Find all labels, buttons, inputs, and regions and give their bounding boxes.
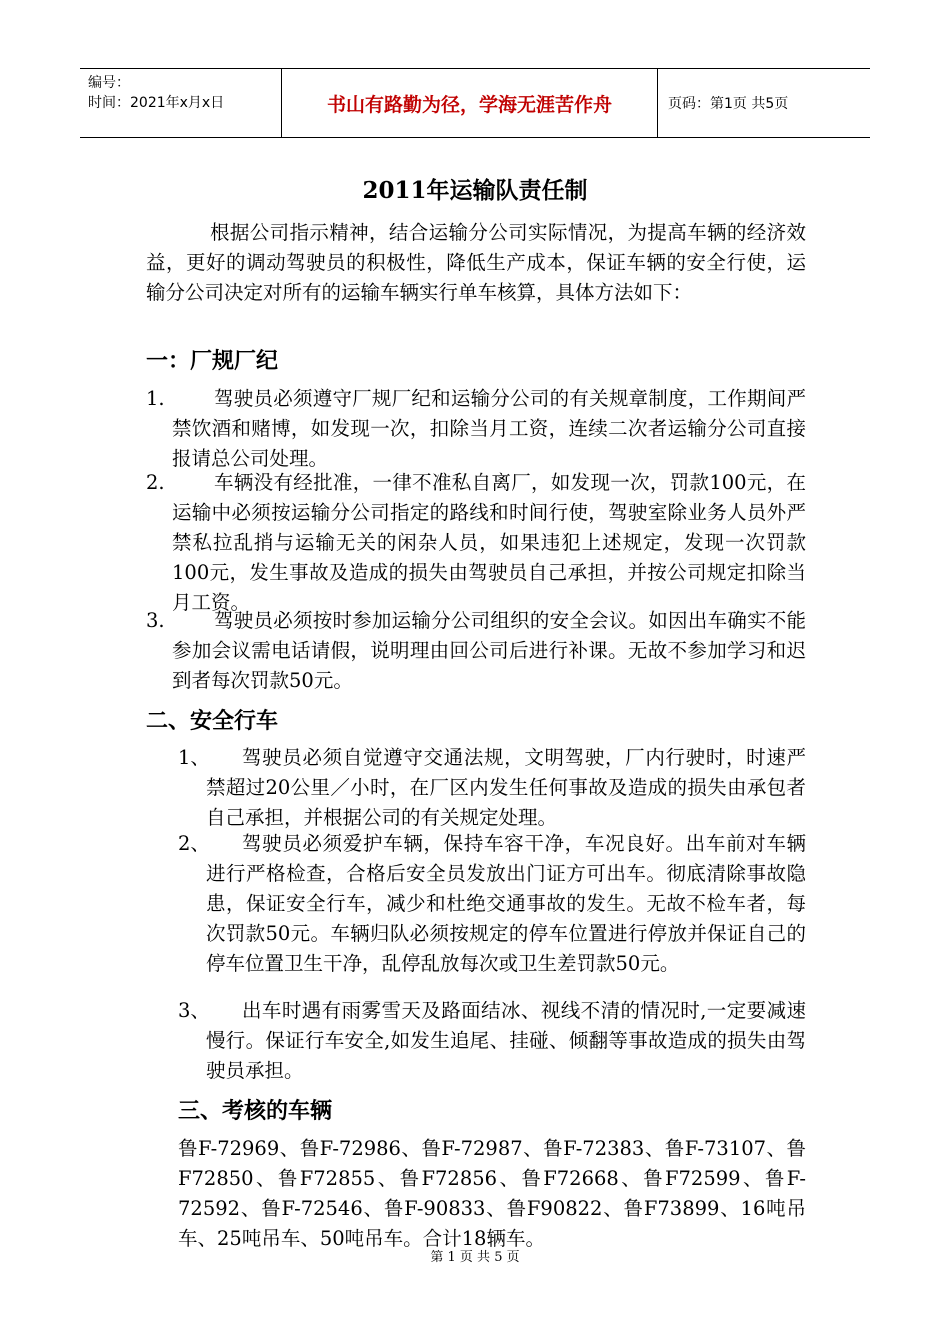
section2-heading: 二、安全行车 [146,709,279,734]
item-text: 驾驶员必须遵守厂规厂纪和运输分公司的有关规章制度，工作期间严禁饮酒和赌博，如发现一次，扣除当月工资，连续二次者运输分公司直接报请总公司处理。 [172,387,806,470]
item-text: 驾驶员必须自觉遵守交通法规，文明驾驶，厂内行驶时，时速严禁超过20公里／小时，在厂区内发生任何事故及造成的损失由承包者自己承担，并根据公司的有关规定处理。 [206,746,806,829]
intro-paragraph: 根据公司指示精神，结合运输分公司实际情况，为提高车辆的经济效益，更好的调动驾驶员的积极性，降低生产成本，保证车辆的安全行使，运输分公司决定对所有的运输车辆实行单车核算，具体方法如下： [146,221,806,304]
page-footer: 第 1 页 共 5 页 [430,1250,520,1265]
header-motto: 书山有路勤为径，学海无涯苦作舟 [282,69,658,137]
item-number: 1、 [178,746,210,769]
section1-item-2 [146,468,806,618]
section3-heading: 三、考核的车辆 [178,1099,333,1124]
section1-item-1 [146,384,806,474]
date-line: 时间：2021年x月x日 [88,95,225,111]
item-number: 3、 [178,999,210,1022]
section1-heading: 一：厂规厂纪 [146,349,279,374]
section1-item-3 [146,606,806,696]
serial-label: 编号： [88,75,130,91]
item-number: 3. [146,609,165,632]
vehicle-list: 鲁F-72969、鲁F-72986、鲁F-72987、鲁F-72383、鲁F-73107、鲁F72850、鲁F72855、鲁F72856、鲁F72668、鲁F72599、鲁F-72592、鲁F-72546、鲁F-90833、鲁F90822、鲁F73899、16吨吊车、25吨吊车、50吨吊车。合计18辆车。 [178,1137,806,1250]
section2-item-1 [178,743,806,833]
item-text: 出车时遇有雨雾雪天及路面结冰、视线不清的情况时,一定要减速慢行。保证行车安全,如发生追尾、挂碰、倾翻等事故造成的损失由驾驶员承担。 [206,999,806,1082]
item-number: 2、 [178,832,210,855]
section2-item-2 [178,829,806,979]
section2-item-3 [178,996,806,1086]
item-number: 2. [146,471,165,494]
item-text: 驾驶员必须爱护车辆，保持车容干净，车况良好。出车前对车辆进行严格检查，合格后安全员发放出门证方可出车。彻底清除事故隐患，保证安全行车，减少和杜绝交通事故的发生。无故不检车者，每次罚款50元。车辆归队必须按规定的停车位置进行停放并保证自己的停车位置卫生干净，乱停乱放每次或卫生差罚款50元。 [206,832,806,975]
item-text: 车辆没有经批准，一律不准私自离厂，如发现一次，罚款100元，在运输中必须按运输分公司指定的路线和时间行使，驾驶室除业务人员外严禁私拉乱捎与运输无关的闲杂人员，如果违犯上述规定，发现一次罚款100元，发生事故及造成的损失由驾驶员自己承担，并按公司规定扣除当月工资。 [172,471,806,614]
header-page-info: 页码：第1页 共5页 [668,96,789,112]
document-title: 2011年运输队责任制 [362,177,588,204]
page-header [80,68,870,138]
header-left-cell [80,69,282,137]
item-text: 驾驶员必须按时参加运输分公司组织的安全会议。如因出车确实不能参加会议需电话请假，说明理由回公司后进行补课。无故不参加学习和迟到者每次罚款50元。 [172,609,806,692]
item-number: 1. [146,387,165,410]
